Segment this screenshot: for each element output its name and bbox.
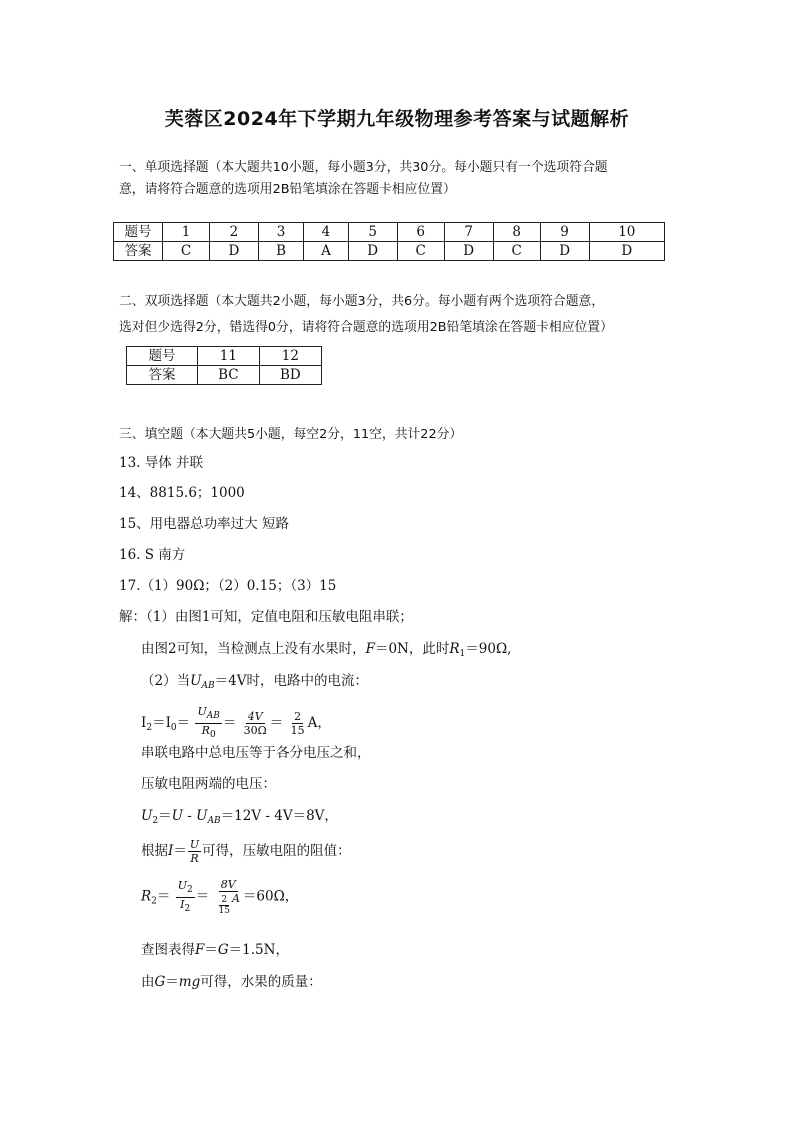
- question-number: 5: [348, 223, 397, 242]
- answer-cell: BD: [259, 366, 321, 385]
- row-label-question: 题号: [114, 223, 163, 242]
- text-span: ＝: [176, 715, 191, 731]
- solution-line1: 解：（1）由图1可知，定值电阻和压敏电阻串联；: [119, 609, 413, 625]
- answer-cell: D: [348, 242, 397, 261]
- symbol-R: R: [141, 888, 152, 905]
- fraction-uab-over-r0: [195, 705, 221, 742]
- answer-cell: D: [589, 242, 664, 261]
- question-number: 10: [589, 223, 664, 242]
- frac-den: I: [180, 897, 185, 911]
- answer-cell: B: [258, 242, 303, 261]
- text-span: ＝1.5N，: [228, 942, 289, 958]
- frac-den: 15: [290, 724, 305, 737]
- fraction-u2-over-i2: [176, 879, 195, 916]
- text-span: -: [183, 808, 197, 824]
- symbol-R: R: [449, 641, 460, 657]
- text-span: （2）当: [141, 673, 191, 689]
- answer-q16: 16. S 南方: [119, 547, 186, 563]
- text-span: 由: [141, 974, 155, 990]
- frac-num: 2: [294, 710, 302, 723]
- text-span: ＝90Ω,: [465, 641, 512, 657]
- text-span: ＝: [158, 808, 172, 824]
- text-span: ＝60Ω，: [242, 888, 299, 905]
- frac-num: 8V: [220, 878, 236, 891]
- text-span: ＝0N，此时: [374, 641, 450, 657]
- solution-line10: [141, 940, 289, 960]
- section1-heading-line1: 一、单项选择题（本大题共10小题，每小题3分，共30分。每小题只有一个选项符合题: [119, 160, 608, 175]
- answer-cell: C: [163, 242, 210, 261]
- row-label-answer: 答案: [114, 242, 163, 261]
- solution-line9-resistance-formula: [141, 878, 298, 920]
- question-number: 1: [163, 223, 210, 242]
- question-number: 12: [259, 347, 321, 366]
- subscript: 0: [170, 723, 177, 733]
- section2-heading-line1: 二、双项选择题（本大题共2小题，每小题3分，共6分。每小题有两个选项符合题意，: [119, 294, 605, 309]
- fraction-2-over-15: [289, 710, 307, 737]
- solution-line3: [141, 671, 368, 696]
- table-row-questions: [114, 223, 665, 242]
- frac-den: R: [190, 852, 199, 865]
- question-number: 2: [209, 223, 258, 242]
- solution-line2: [141, 639, 511, 664]
- frac-num: 2: [221, 895, 228, 905]
- fraction-u-over-r: [188, 838, 201, 865]
- solution-line4-current-formula: [141, 705, 331, 743]
- section3-heading: 三、填空题（本大题共5小题，每空2分，11空，共计22分）: [119, 427, 463, 442]
- question-number: 9: [540, 223, 589, 242]
- answer-q17: 17.（1）90Ω；（2）0.15；（3）15: [119, 578, 337, 594]
- question-number: 4: [304, 223, 349, 242]
- symbol-U: U: [171, 808, 184, 824]
- solution-line7: [141, 806, 338, 831]
- question-number: 6: [397, 223, 444, 242]
- symbol-U: U: [141, 808, 153, 824]
- frac-den: 30Ω: [243, 724, 267, 737]
- answer-cell: A: [304, 242, 349, 261]
- frac-num: U: [189, 838, 200, 851]
- text-span: 查图表得: [141, 942, 195, 958]
- section2-heading-line2: 选对但少选得2分，错选得0分，请将符合题意的选项用2B铅笔填涂在答题卡相应位置）: [119, 320, 613, 335]
- solution-line8: [141, 836, 351, 866]
- answer-cell: D: [444, 242, 493, 261]
- text-span: ＝4V时，电路中的电流：: [214, 673, 368, 689]
- answer-cell: BC: [198, 366, 260, 385]
- frac-num: 4V: [247, 710, 263, 723]
- solution-line6: 压敏电阻两端的电压：: [141, 776, 276, 792]
- frac-num: U: [197, 705, 207, 718]
- subscript: AB: [201, 681, 215, 691]
- solution-line11: [141, 972, 322, 992]
- text-span: ＝: [222, 715, 237, 731]
- answer-q13: 13. 导体 并联: [119, 455, 204, 471]
- fraction-4v-over-30ohm: [242, 710, 269, 737]
- frac-den: R: [201, 724, 210, 737]
- subscript: AB: [206, 711, 220, 721]
- text-span: ＝: [173, 843, 187, 859]
- text-span: ＝: [156, 888, 171, 905]
- question-number: 3: [258, 223, 303, 242]
- page-title: 芙蓉区2024年下学期九年级物理参考答案与试题解析: [164, 108, 630, 130]
- question-number: 11: [198, 347, 260, 366]
- table-row-answers: [114, 242, 665, 261]
- text-span: 由图2可知，当检测点上没有水果时，: [141, 641, 366, 657]
- symbol-I: I: [168, 843, 174, 859]
- symbol-F: F: [365, 641, 375, 657]
- question-number: 7: [444, 223, 493, 242]
- solution-line5: 串联电路中总电压等于各分电压之和，: [141, 745, 371, 761]
- answer-q14: 14、8815.6；1000: [119, 485, 245, 501]
- text-span: ＝: [165, 974, 179, 990]
- subscript: 0: [209, 730, 216, 740]
- subscript: 2: [146, 723, 153, 733]
- subscript: AB: [207, 816, 221, 826]
- fraction-8v-over-2-15a: [215, 878, 242, 916]
- text-span: ＝12V - 4V＝8V，: [220, 808, 338, 824]
- answer-cell: C: [493, 242, 540, 261]
- answer-cell: C: [397, 242, 444, 261]
- subscript: 2: [186, 884, 193, 895]
- text-span: 根据: [141, 843, 168, 859]
- unit-A: A: [231, 892, 240, 905]
- row-label-question: 题号: [127, 347, 198, 366]
- nested-fraction: [217, 895, 232, 916]
- frac-den: 15: [218, 906, 230, 916]
- table-row-questions: [127, 347, 322, 366]
- answer-q15: 15、用电器总功率过大 短路: [119, 516, 289, 532]
- answer-cell: D: [209, 242, 258, 261]
- question-number: 8: [493, 223, 540, 242]
- subscript: 2: [152, 816, 159, 826]
- frac-num: U: [177, 878, 187, 892]
- table-row-answers: [127, 366, 322, 385]
- subscript: 1: [459, 649, 466, 659]
- text-span: ＝: [204, 942, 218, 958]
- text-span: ＝: [269, 715, 284, 731]
- single-choice-answer-table: [113, 222, 665, 261]
- symbol-U: U: [196, 808, 208, 824]
- answer-cell: D: [540, 242, 589, 261]
- text-span: 可得，压敏电阻的阻值：: [202, 843, 351, 859]
- symbol-G: G: [154, 974, 166, 990]
- symbol-U: U: [190, 673, 202, 689]
- row-label-answer: 答案: [127, 366, 198, 385]
- symbol-F: F: [195, 942, 205, 958]
- subscript: 2: [184, 903, 191, 914]
- text-span: I: [141, 715, 147, 731]
- symbol-G: G: [217, 942, 229, 958]
- symbol-mg: mg: [178, 974, 201, 990]
- text-span: ＝I: [152, 715, 171, 731]
- double-choice-answer-table: [126, 346, 322, 385]
- text-span: 可得，水果的质量：: [200, 974, 322, 990]
- section1-heading-line2: 意，请将符合题意的选项用2B铅笔填涂在答题卡相应位置）: [119, 182, 456, 197]
- subscript: 2: [151, 896, 157, 907]
- text-span: A，: [307, 715, 331, 731]
- text-span: ＝: [195, 888, 210, 905]
